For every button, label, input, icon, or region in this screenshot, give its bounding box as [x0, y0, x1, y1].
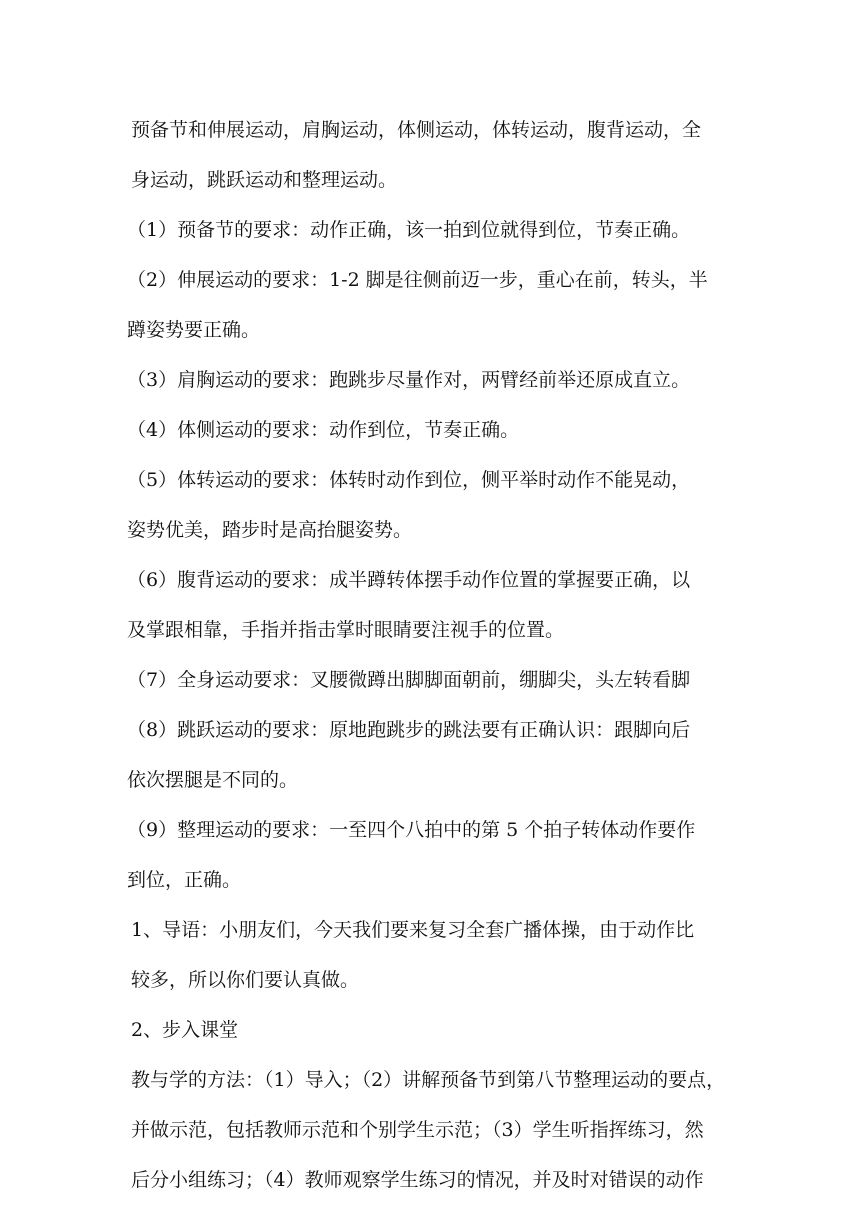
text-line: （7）全身运动要求：叉腰微蹲出脚脚面朝前，绷脚尖，头左转看脚 [127, 669, 691, 691]
text-line: 较多，所以你们要认真做。 [131, 969, 360, 991]
text-line: （2）伸展运动的要求：1-2 脚是往侧前迈一步，重心在前，转头，半 [127, 269, 708, 291]
text-line: 2、步入课堂 [131, 1019, 239, 1041]
paragraph-intro [131, 105, 733, 205]
text-line: （9）整理运动的要求：一至四个八拍中的第 5 个拍子转体动作要作 [127, 819, 696, 841]
document-body [127, 105, 733, 1205]
text-line: 依次摆腿是不同的。 [127, 769, 299, 791]
text-line: 到位，正确。 [127, 869, 242, 891]
paragraph-item-7 [127, 655, 733, 705]
paragraph-section-1 [131, 905, 733, 1005]
text-line: （6）腹背运动的要求：成半蹲转体摆手动作位置的掌握要正确，以 [127, 569, 691, 591]
paragraph-methods [131, 1055, 733, 1205]
text-line: （8）跳跃运动的要求：原地跑跳步的跳法要有正确认识：跟脚向后 [127, 719, 691, 741]
text-line: （1）预备节的要求：动作正确，该一拍到位就得到位，节奏正确。 [127, 219, 691, 241]
text-line: 后分小组练习；（4）教师观察学生练习的情况，并及时对错误的动作 [131, 1169, 704, 1191]
text-line: 预备节和伸展运动，肩胸运动，体侧运动，体转运动，腹背运动，全 [131, 119, 702, 141]
text-line: 蹲姿势要正确。 [127, 319, 261, 341]
paragraph-item-3 [127, 355, 733, 405]
text-line: 身运动，跳跃运动和整理运动。 [131, 169, 398, 191]
paragraph-item-6 [127, 555, 733, 655]
paragraph-item-5 [127, 455, 733, 555]
paragraph-item-2 [127, 255, 733, 355]
paragraph-item-8 [127, 705, 733, 805]
paragraph-item-9 [127, 805, 733, 905]
paragraph-item-4 [127, 405, 733, 455]
text-line: 并做示范，包括教师示范和个别学生示范；（3）学生听指挥练习，然 [131, 1119, 704, 1141]
text-line: 1、导语：小朋友们，今天我们要来复习全套广播体操，由于动作比 [131, 919, 695, 941]
text-line: （4）体侧运动的要求：动作到位，节奏正确。 [127, 419, 520, 441]
text-line: 教与学的方法：（1）导入；（2）讲解预备节到第八节整理运动的要点， [131, 1069, 726, 1091]
text-line: （5）体转运动的要求：体转时动作到位，侧平举时动作不能晃动， [127, 469, 691, 491]
paragraph-section-2 [131, 1005, 733, 1055]
text-line: 姿势优美，踏步时是高抬腿姿势。 [127, 519, 413, 541]
text-line: 及掌跟相靠，手指并指击掌时眼睛要注视手的位置。 [127, 619, 565, 641]
text-line: （3）肩胸运动的要求：跑跳步尽量作对，两臂经前举还原成直立。 [127, 369, 691, 391]
paragraph-item-1 [127, 205, 733, 255]
